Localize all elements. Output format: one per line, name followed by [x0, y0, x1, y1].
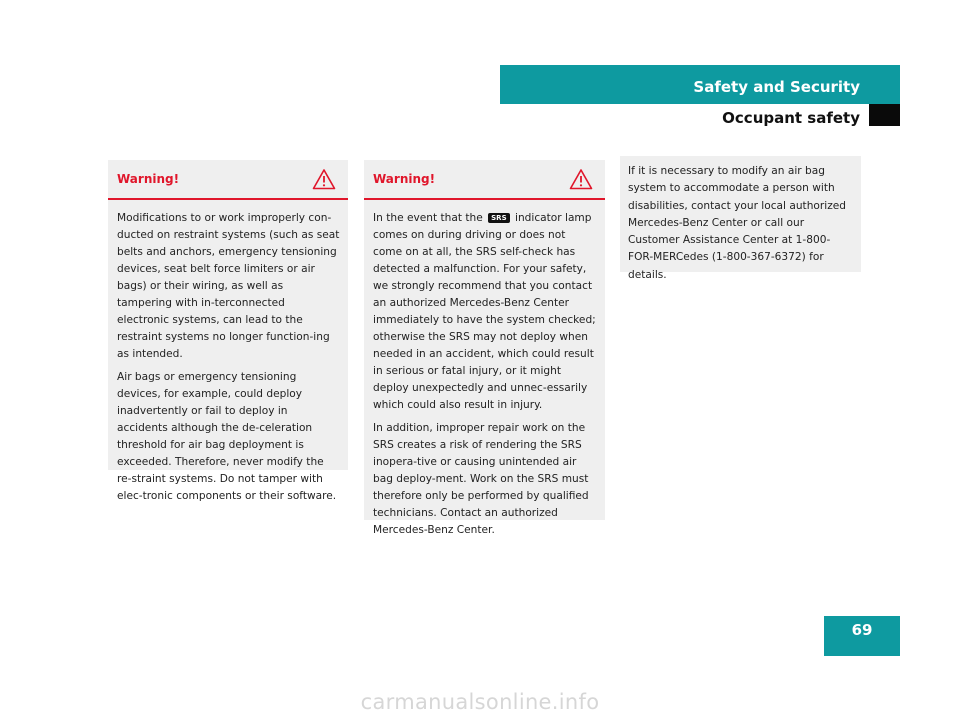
warning-triangle-icon: [312, 168, 336, 190]
paragraph-text-after: indicator lamp comes on during driving or does not come on at all, the SRS self-check has detected a malfunction. For your safety, we strongly recommend that you contact an authorized Mercedes-Benz Center immediately to have the system checked; otherwise the SRS may not deploy when needed in an accident, which could result in serious or fatal injury, or it might deploy unexpectedly and unnec-essarily which could also result in injury.: [373, 212, 596, 411]
note-box: [620, 156, 861, 281]
srs-indicator-icon: SRS: [488, 213, 509, 223]
warning-paragraph: Air bags or emergency tensioning devices, for example, could deploy inadvertently or fail to deploy in accidents although the de-celeration threshold for air bag deployment is exceeded. Therefore, never modify the re-straint systems. Do not tamper with elec-tronic components or their software.: [117, 371, 337, 502]
subsection-title: Occupant safety: [722, 109, 860, 127]
warning-paragraph: [373, 210, 597, 414]
warning-triangle-icon: [569, 168, 593, 190]
warning-title: Warning!: [117, 172, 180, 186]
warning-header: [108, 160, 348, 200]
warning-paragraph: In addition, improper repair work on the SRS creates a risk of rendering the SRS inopera-tive or causing unintended air bag deploy-ment. Work on the SRS must therefore only be performed by qualified technicians. Contact an authorized Mercedes-Benz Center.: [373, 422, 589, 536]
warning-body: [364, 200, 605, 539]
page-number: 69: [851, 621, 873, 639]
warning-body: [108, 200, 348, 505]
section-title: Safety and Security: [693, 78, 860, 96]
black-tab-marker: [869, 104, 900, 126]
warning-title: Warning!: [373, 172, 436, 186]
warning-header: [364, 160, 605, 200]
paragraph-text-before: In the event that the: [373, 212, 483, 224]
warning-paragraph: Modifications to or work improperly con-ducted on restraint systems (such as seat belts and anchors, emergency tensioning devices, seat belt force limiters or air bags) or their wiring, as well as tampering with in-terconnected electronic systems, can lead to the restraint systems no longer function-ing as intended.: [117, 212, 340, 360]
warning-box-middle: [364, 160, 605, 536]
warning-box-left: [108, 160, 348, 502]
watermark: carmanualsonline.info: [360, 690, 600, 714]
note-text: If it is necessary to modify an air bag system to accommodate a person with disabilities, contact your local authorized Mercedes-Benz Center or call our Customer Assistance Center at 1-800-FOR-MERCedes (1-800-367-6372) for details.: [628, 165, 847, 281]
page-number-box: [824, 616, 900, 656]
